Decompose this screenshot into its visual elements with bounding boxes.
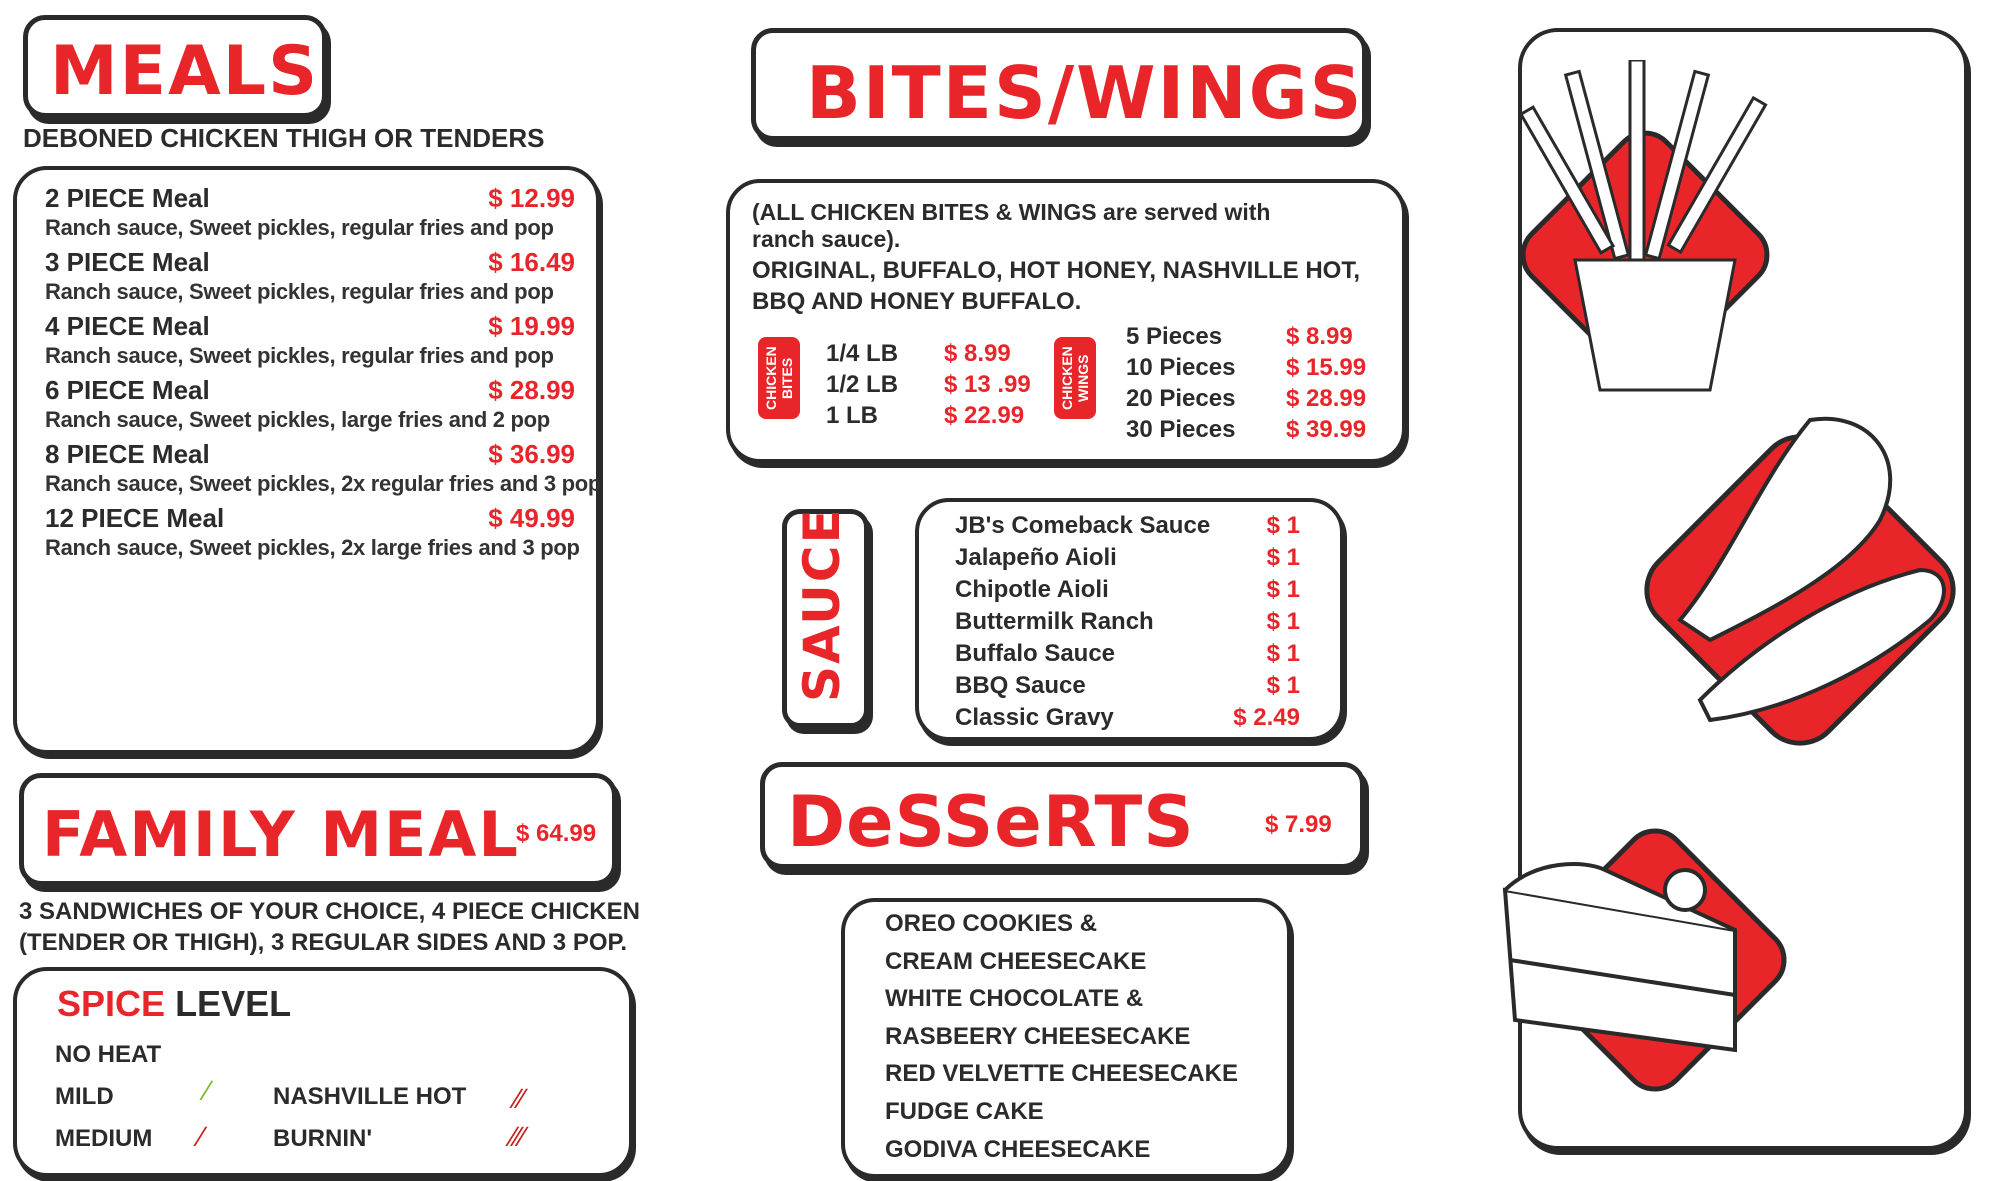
meal-name: 8 PIECE Meal (45, 438, 210, 469)
meal-header-row (45, 502, 605, 534)
bites-size: 1 LB (826, 402, 879, 429)
dessert-item: OREO COOKIES & (885, 910, 1098, 937)
sauce-name: Buttermilk Ranch (955, 608, 1154, 635)
meal-price: $ 16.49 (488, 246, 575, 277)
meals-subtitle: DEBONED CHICKEN THIGH OR TENDERS (23, 123, 545, 153)
bites-flavors-2: BBQ AND HONEY BUFFALO. (752, 288, 1082, 315)
family-meal-desc-1: 3 SANDWICHES OF YOUR CHOICE, 4 PIECE CHICKEN (19, 898, 640, 925)
meal-header-row (45, 182, 605, 214)
sauce-price: $ 2.49 (1233, 704, 1300, 731)
sauce-name: JB's Comeback Sauce (955, 512, 1211, 539)
dessert-item: RED VELVETTE CHEESECAKE (885, 1060, 1238, 1088)
meal-price: $ 28.99 (488, 374, 575, 405)
spice-mild: MILD (55, 1083, 114, 1110)
spice-level-box (13, 967, 633, 1177)
sauce-price: $ 1 (1266, 672, 1300, 699)
wings-size: 20 Pieces (1126, 385, 1236, 412)
meal-item (45, 182, 605, 242)
dessert-item: GODIVA CHEESECAKE (885, 1135, 1151, 1163)
meal-description: Ranch sauce, Sweet pickles, 2x large fries and 3 pop (45, 535, 580, 560)
desserts-price: $ 7.99 (1265, 811, 1332, 838)
spice-no-heat: NO HEAT (55, 1041, 162, 1068)
fries-icon (1480, 60, 1820, 420)
sauce-price: $ 1 (1266, 640, 1300, 667)
sauce-name: BBQ Sauce (955, 672, 1086, 699)
sauce-name: Chipotle Aioli (955, 576, 1109, 603)
sauce-title: SAUCE (793, 507, 851, 702)
meal-description: Ranch sauce, Sweet pickles, regular fries and pop (45, 215, 554, 240)
meals-header (23, 15, 327, 118)
meal-price: $ 49.99 (488, 502, 575, 533)
meal-description: Ranch sauce, Sweet pickles, large fries and 2 pop (45, 407, 550, 432)
desserts-title: DeSSeRTS (787, 781, 1195, 863)
meals-list (13, 166, 600, 754)
wings-size: 5 Pieces (1126, 323, 1223, 350)
spice-burnin: BURNIN' (273, 1125, 373, 1152)
chicken-bites-tag: CHICKEN BITES (758, 337, 800, 419)
sauce-list (915, 498, 1344, 741)
wings-price: $ 15.99 (1286, 354, 1367, 381)
meal-price: $ 19.99 (488, 310, 575, 341)
meal-header-row (45, 438, 605, 470)
meal-description: Ranch sauce, Sweet pickles, regular fries and pop (45, 343, 554, 368)
chicken-icon (1610, 400, 2000, 780)
bites-flavors-1: ORIGINAL, BUFFALO, HOT HONEY, NASHVILLE HOT, (752, 257, 1361, 284)
spice-level-title (57, 983, 291, 1025)
meal-name: 4 PIECE Meal (45, 310, 210, 341)
family-meal-desc-2: (TENDER OR THIGH), 3 REGULAR SIDES AND 3 POP. (19, 929, 628, 956)
sauce-name: Jalapeño Aioli (955, 544, 1117, 571)
sauce-name: Buffalo Sauce (955, 640, 1116, 667)
desserts-list (841, 898, 1291, 1178)
bites-wings-title: BITES/WINGS (806, 51, 1364, 135)
desserts-header (760, 762, 1365, 869)
sauce-price: $ 1 (1266, 544, 1300, 571)
bites-note-1: (ALL CHICKEN BITES & WINGS are served with (752, 199, 1271, 225)
dessert-item: FUDGE CAKE (885, 1098, 1044, 1125)
meal-header-row (45, 310, 605, 342)
family-meal-price: $ 64.99 (516, 820, 597, 847)
pepper-burnin-icon: ∕∕∕ (511, 1121, 526, 1152)
dessert-item: WHITE CHOCOLATE & (885, 985, 1144, 1013)
meal-price: $ 36.99 (488, 438, 575, 469)
bites-wings-box (726, 179, 1406, 463)
meal-item (45, 246, 605, 306)
cake-icon (1475, 800, 1815, 1140)
spice-medium: MEDIUM (55, 1125, 153, 1152)
meals-title: MEALS (50, 32, 320, 111)
spice-title-dark: LEVEL (175, 983, 292, 1024)
bites-size: 1/4 LB (826, 340, 899, 367)
meal-name: 3 PIECE Meal (45, 246, 210, 277)
wings-price: $ 8.99 (1286, 323, 1353, 350)
pepper-nashville-icon: ∕∕ (515, 1083, 525, 1114)
bites-wings-header (751, 28, 1367, 141)
family-meal-header (19, 773, 617, 886)
meal-item (45, 310, 605, 370)
bites-price: $ 13 .99 (944, 371, 1031, 398)
meal-item (45, 438, 605, 498)
meal-name: 6 PIECE Meal (45, 374, 210, 405)
meal-description: Ranch sauce, Sweet pickles, regular fries and pop (45, 279, 554, 304)
meal-item (45, 502, 605, 562)
dessert-item: CREAM CHEESECAKE (885, 947, 1147, 975)
sauce-price: $ 1 (1266, 608, 1300, 635)
sauce-name: Classic Gravy (955, 704, 1114, 731)
meal-description: Ranch sauce, Sweet pickles, 2x regular fries and 3 pop (45, 471, 602, 496)
meal-name: 2 PIECE Meal (45, 182, 210, 213)
family-meal-title: FAMILY MEAL (42, 798, 520, 871)
wings-size: 30 Pieces (1126, 416, 1236, 443)
wings-size: 10 Pieces (1126, 354, 1236, 381)
wings-price: $ 28.99 (1286, 385, 1367, 412)
meal-item (45, 374, 605, 434)
sauce-price: $ 1 (1266, 576, 1300, 603)
pepper-mild-icon: ∕ (205, 1075, 210, 1106)
spice-title-red: SPICE (57, 983, 166, 1024)
meal-price: $ 12.99 (488, 182, 575, 213)
bites-size: 1/2 LB (826, 371, 899, 398)
wings-price: $ 39.99 (1286, 416, 1367, 443)
bites-price: $ 8.99 (944, 340, 1011, 367)
bites-note-2: ranch sauce). (752, 226, 901, 252)
bites-price: $ 22.99 (944, 402, 1025, 429)
sauce-label-box (782, 509, 869, 728)
dessert-item: RASBEERY CHEESECAKE (885, 1022, 1191, 1050)
meal-name: 12 PIECE Meal (45, 502, 225, 533)
pepper-medium-icon: ∕ (199, 1121, 204, 1152)
meal-header-row (45, 374, 605, 406)
spice-nashville-hot: NASHVILLE HOT (273, 1083, 467, 1110)
sauce-price: $ 1 (1266, 512, 1300, 539)
meal-header-row (45, 246, 605, 278)
chicken-wings-tag: CHICKEN WINGS (1054, 337, 1096, 419)
